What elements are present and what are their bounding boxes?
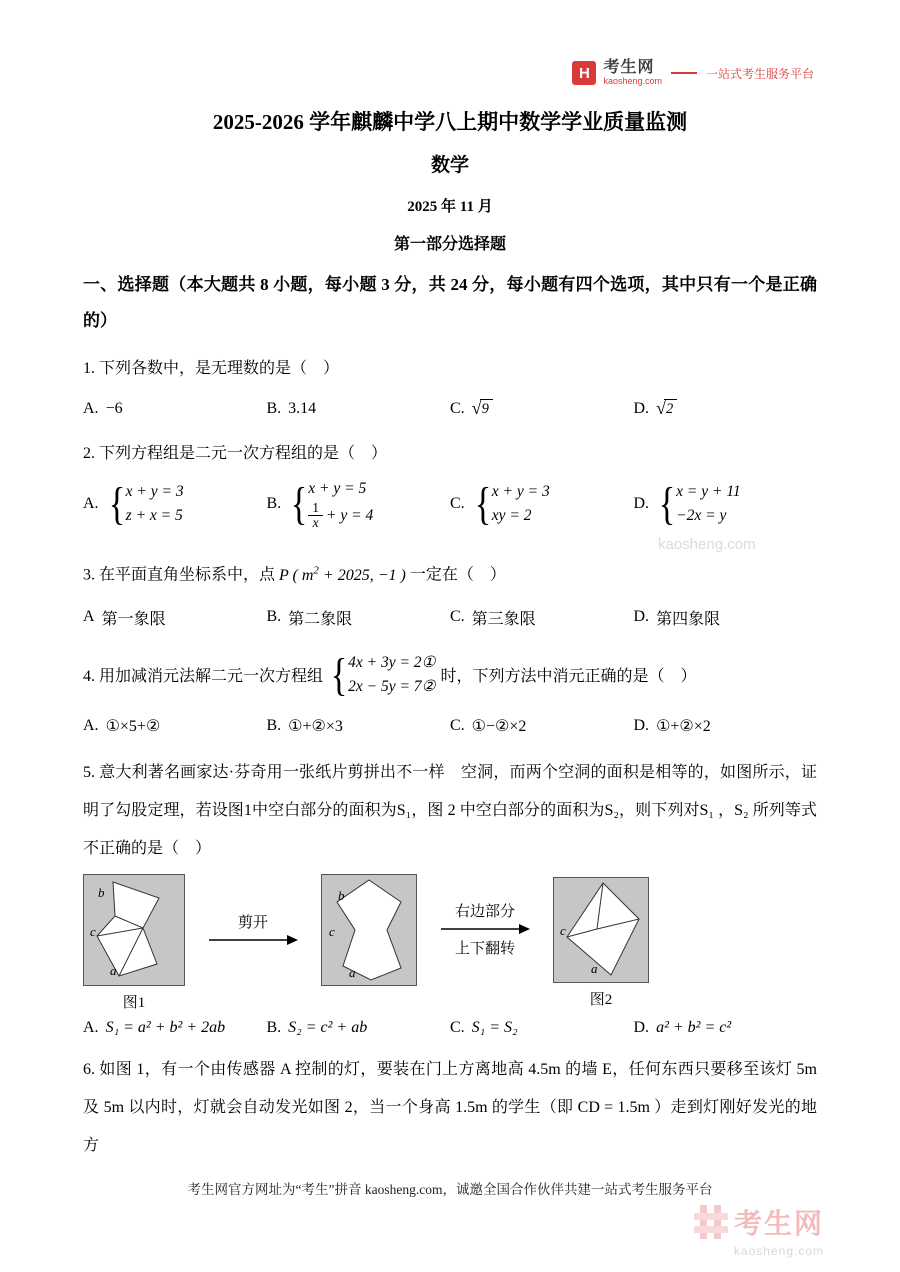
option-label: A.: [83, 716, 99, 734]
equation: x + y = 3: [491, 482, 550, 500]
denominator: x: [312, 515, 319, 531]
equation: [308, 501, 373, 530]
option-label: C.: [450, 399, 465, 417]
radicand: 2: [664, 399, 677, 418]
logo-divider: [671, 72, 697, 74]
label-b: b: [338, 887, 345, 903]
option-value: S₁ = S₂: [471, 1018, 518, 1036]
option-2a: [83, 477, 267, 529]
point-formula: [279, 564, 410, 584]
site-logo: [572, 60, 814, 86]
option-value: ①−②×2: [471, 717, 527, 735]
question-5-stem: 5. 意大利著名画家达·芬奇用一张纸片剪拼出不一样 空洞，而两个空洞的面积是相等的，如图所示，证明了勾股定理，若设图1中空白部分的面积为S₁，图 2 中空白部分的面积为S₂，则下列对S₁ ，S₂ 所列等式不正确的是（ ）: [83, 763, 817, 857]
label-a: a: [349, 964, 356, 980]
equation-system: [656, 477, 741, 529]
equation: x + y = 3: [125, 482, 184, 500]
option-value: S₁ = a² + b² + 2ab: [105, 1018, 226, 1036]
equation: z + x = 5: [125, 506, 183, 524]
option-label: C.: [450, 716, 465, 734]
exam-title: 2025-2026 学年麒麟中学八上期中数学学业质量监测: [212, 110, 688, 134]
exam-date: 2025 年 11 月: [407, 199, 493, 215]
option-1d: [634, 399, 818, 418]
equations: [492, 480, 550, 528]
watermark-brand: 考生网: [733, 1208, 824, 1239]
option-value: a² + b² = c²: [656, 1018, 732, 1036]
label-b: b: [98, 884, 105, 900]
equations: [126, 480, 184, 528]
watermark-domain: kaosheng.com: [733, 1244, 824, 1258]
option-label: D.: [633, 1018, 650, 1036]
equation-system: [328, 648, 436, 700]
option-4c: [450, 716, 634, 736]
figure-1-column: [83, 874, 185, 1011]
watermark-grid-icon: [694, 1205, 728, 1239]
question-6-stem: 6. 如图 1，有一个由传感器 A 控制的灯，要装在门上方离地高 4.5m 的墙 E，任何东西只要移至该灯 5m 及 5m 以内时，灯就会自动发光如图 2，当一个身高 1.5m 的学生（即 CD = 1.5m ）走到灯刚好发光的地方: [83, 1060, 817, 1154]
square-root: [656, 399, 677, 418]
formula-exponent: 2: [313, 564, 319, 577]
section-instructions: 一、选择题（本大题共 8 小题，每小题 3 分，共 24 分，每小题有四个选项，其中只有一个是正确的）: [83, 275, 817, 330]
question-4-stem: [83, 648, 817, 700]
question-1-options: [83, 399, 817, 418]
option-value: 第四象限: [656, 610, 721, 628]
option-label: C.: [450, 494, 465, 512]
label-c: c: [560, 922, 566, 938]
equation: 4x + 3y = 2①: [348, 653, 436, 671]
stem-text: 一定在（ ）: [409, 566, 506, 584]
stem-text: 4. 用加减消元法解二元一次方程组: [83, 668, 324, 686]
brand-text: [603, 60, 662, 86]
option-label: C.: [450, 608, 465, 626]
option-label: B.: [266, 494, 282, 512]
arrow-2-label-line1: 右边部分: [454, 903, 515, 920]
question-3-options: [83, 606, 817, 629]
equation: x + y = 5: [308, 480, 367, 497]
figure-1-caption: 图1: [122, 994, 146, 1011]
question-5-options: [83, 1019, 817, 1037]
arrow-1-label: 剪开: [237, 915, 268, 932]
figure-2-caption: 图2: [589, 991, 613, 1008]
option-label: D.: [633, 399, 650, 417]
fraction: [308, 501, 323, 530]
label-a: a: [110, 962, 117, 978]
option-value: 第二象限: [288, 610, 353, 628]
flip-arrow-block: [433, 900, 537, 985]
option-value: ①×5+②: [105, 717, 161, 735]
equations: [348, 651, 435, 699]
option-label: A.: [83, 1018, 99, 1036]
option-label: A.: [83, 399, 99, 417]
left-brace-icon: {: [108, 477, 125, 529]
option-3d: [634, 606, 818, 629]
option-label: D.: [633, 608, 650, 626]
option-2d: [633, 477, 818, 529]
option-3b: [267, 606, 451, 629]
option-value: 第一象限: [101, 610, 166, 628]
formula-base: P ( m: [279, 566, 314, 584]
figure-2-column: [553, 877, 649, 1008]
label-c: c: [329, 923, 335, 939]
right-arrow-icon: [439, 923, 531, 935]
option-4d: [634, 716, 818, 736]
formula-rest: + 2025, −1 ): [322, 566, 406, 584]
page-footer: 考生网官方网址为“考生”拼音 kaosheng.com，诚邀全国合作伙伴共建一站式考生服务平台: [187, 1182, 713, 1197]
figure-1: [83, 874, 185, 986]
section-heading: 第一部分选择题: [393, 236, 506, 253]
left-brace-icon: {: [474, 477, 492, 529]
watermark-bottom: [694, 1202, 824, 1258]
option-4a: [83, 716, 267, 736]
square-root: [472, 399, 493, 418]
equation-system: [106, 477, 184, 529]
equation-system: [472, 477, 550, 529]
document-body: [0, 106, 900, 1165]
radical-icon: √: [471, 398, 482, 418]
left-brace-icon: {: [658, 477, 676, 529]
option-1c: [450, 399, 634, 418]
right-arrow-icon: [207, 934, 299, 946]
option-value: 3.14: [288, 399, 317, 417]
option-value: −6: [105, 399, 123, 417]
equation: 2x − 5y = 7②: [348, 677, 436, 695]
numerator: 1: [308, 501, 323, 516]
question-5-figures: [83, 874, 817, 1011]
equation-system: [288, 477, 373, 530]
left-brace-icon: {: [290, 477, 308, 529]
figure-middle-column: [321, 874, 417, 1011]
option-value: 第三象限: [471, 610, 536, 628]
equation: −2x = y: [676, 506, 727, 524]
exam-subject: 数学: [430, 155, 469, 176]
option-3c: [450, 606, 634, 629]
watermark-row: [694, 1202, 824, 1242]
arrow-2-label-line2: 上下翻转: [454, 940, 515, 957]
brand-domain: kaosheng.com: [603, 75, 662, 86]
option-5b: [267, 1019, 451, 1037]
question-2-stem: 2. 下列方程组是二元一次方程组的是（ ）: [83, 445, 388, 462]
option-label: B.: [266, 399, 282, 417]
equations: [308, 477, 373, 530]
brand-tagline: 一站式考生服务平台: [705, 66, 814, 81]
radicand: 9: [480, 399, 493, 418]
question-3-stem: [83, 557, 817, 588]
option-label: B.: [266, 608, 282, 626]
equation-rest: + y = 4: [326, 506, 374, 524]
figure-middle: [321, 874, 417, 986]
option-1a: [83, 400, 267, 418]
brand-name: 考生网: [603, 59, 655, 76]
stem-text: 3. 在平面直角坐标系中，点: [83, 566, 276, 584]
option-label: A: [83, 608, 95, 626]
question-4-options: [83, 716, 817, 736]
option-label: D.: [633, 716, 650, 734]
question-1-stem: 1. 下列各数中，是无理数的是（ ）: [83, 360, 340, 377]
option-label: D.: [633, 494, 650, 512]
option-3a: [83, 606, 267, 629]
option-label: A.: [83, 494, 99, 512]
question-2-options: [83, 477, 817, 530]
option-label: B.: [266, 1018, 282, 1036]
watermark-mid: kaosheng.com: [658, 536, 756, 553]
option-value: S₂ = c² + ab: [288, 1018, 368, 1036]
equations: [676, 480, 741, 528]
equation: x = y + 11: [676, 482, 741, 500]
cut-arrow-block: [201, 911, 305, 973]
option-5a: [83, 1019, 267, 1037]
brand-icon: H: [572, 61, 596, 85]
option-4b: [267, 716, 451, 736]
option-1b: [267, 400, 451, 418]
radical-icon: √: [656, 398, 666, 418]
option-5c: [450, 1019, 634, 1037]
option-2b: [267, 477, 451, 530]
equation: xy = 2: [491, 506, 532, 524]
stem-text: 时，下列方法中消元正确的是（ ）: [440, 668, 697, 686]
option-value: ①+②×3: [288, 717, 343, 735]
option-2c: [450, 477, 634, 529]
label-a: a: [591, 960, 598, 976]
label-c: c: [90, 923, 96, 939]
option-value: ①+②×2: [656, 717, 711, 735]
option-label: B.: [266, 716, 282, 734]
left-brace-icon: {: [330, 648, 348, 700]
option-label: C.: [450, 1018, 465, 1036]
option-5d: [634, 1019, 818, 1037]
figure-2: [553, 877, 649, 983]
